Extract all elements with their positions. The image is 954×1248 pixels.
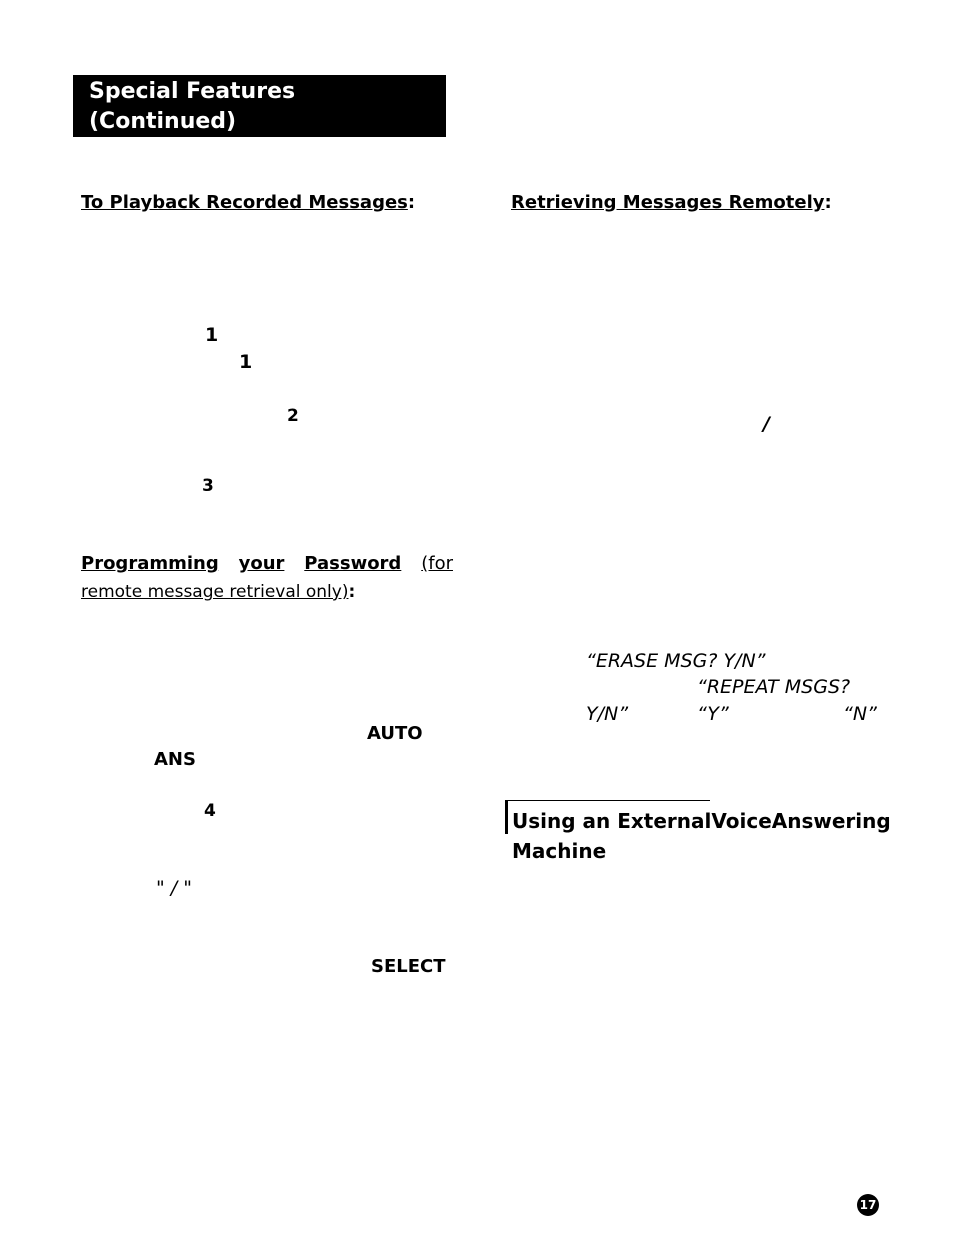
slash-key-symbol: " / "	[156, 877, 192, 899]
external-machine-heading	[512, 806, 891, 866]
step-1-marker: 1	[205, 324, 219, 346]
yes-option: “Y”	[697, 703, 729, 725]
repeat-msgs-prompt: “REPEAT MSGS?	[697, 676, 851, 698]
remote-heading-row	[511, 192, 832, 213]
password-heading-line2-row	[81, 582, 355, 602]
erase-msg-prompt: “ERASE MSG? Y/N”	[586, 650, 766, 672]
step-3-marker: 3	[202, 476, 214, 496]
step-1-key: 1	[239, 351, 253, 373]
remote-heading-colon: :	[824, 192, 832, 213]
banner-title-line1: Special Features	[89, 79, 296, 104]
password-heading-colon: :	[348, 582, 356, 602]
section-banner	[73, 75, 446, 137]
password-heading-word2: your	[238, 553, 285, 574]
playback-heading-colon: :	[407, 192, 416, 213]
page-number-badge: 17	[857, 1194, 879, 1216]
playback-heading: To Playback Recorded Messages	[81, 192, 408, 213]
auto-button-label: AUTO	[367, 723, 423, 744]
password-heading-word3: Password	[304, 553, 402, 574]
external-title-word3: Answering	[771, 809, 891, 833]
external-section-bar	[505, 800, 508, 834]
playback-heading-row	[81, 192, 415, 213]
external-title-line2: Machine	[512, 839, 607, 863]
password-heading-word1: Programming	[81, 553, 219, 574]
remote-heading: Retrieving Messages Remotely	[511, 192, 825, 213]
banner-title-line2: (Continued)	[89, 109, 237, 134]
password-heading-line2: remote message retrieval only)	[81, 582, 349, 602]
step-4-marker: 4	[204, 801, 216, 821]
external-section-rule	[505, 800, 710, 801]
password-heading-word4: (for	[421, 553, 453, 574]
yn-prompt: Y/N”	[586, 703, 629, 725]
no-option: “N”	[843, 703, 877, 725]
external-title-word1: Using an External	[512, 809, 712, 833]
external-title-word2: Voice	[711, 809, 772, 833]
select-button-label: SELECT	[371, 956, 446, 977]
step-2-marker: 2	[287, 406, 299, 426]
ans-button-label: ANS	[154, 749, 196, 770]
password-heading	[81, 553, 453, 574]
remote-slash-symbol: /	[763, 413, 770, 435]
